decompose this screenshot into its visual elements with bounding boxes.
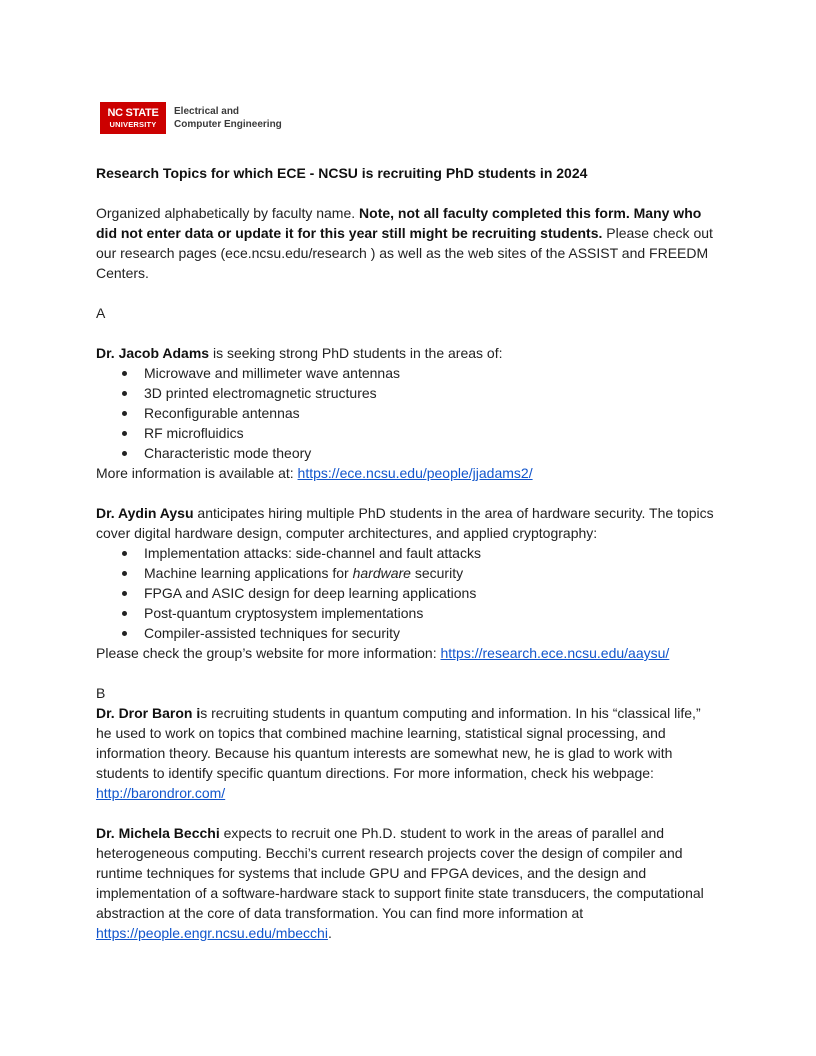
aysu-name: Dr. Aydin Aysu xyxy=(96,505,194,521)
aysu-more-info xyxy=(96,643,720,663)
baron-text: s recruiting students in quantum computing and information. In his “classical life,” he used to work on topics that combined machine learning, statistical signal processing, and information theory. Because his quantum interests are somewhat new, he is glad to work with students to identify specific quantum directions. For more information, check his webpage: xyxy=(96,705,701,781)
document-body xyxy=(96,163,720,943)
list-item xyxy=(144,563,720,583)
adams-paragraph xyxy=(96,343,720,363)
list-item: Reconfigurable antennas xyxy=(144,403,720,423)
list-item: Characteristic mode theory xyxy=(144,443,720,463)
list-item: Compiler-assisted techniques for security xyxy=(144,623,720,643)
becchi-paragraph xyxy=(96,823,720,943)
aysu-item2-pre: Machine learning applications for xyxy=(144,565,353,581)
department-line2: Computer Engineering xyxy=(174,119,282,130)
list-item: RF microfluidics xyxy=(144,423,720,443)
list-item: Implementation attacks: side-channel and fault attacks xyxy=(144,543,720,563)
intro-paragraph xyxy=(96,203,720,283)
baron-link[interactable]: http://barondror.com/ xyxy=(96,785,226,801)
adams-link[interactable]: https://ece.ncsu.edu/people/jjadams2/ xyxy=(297,465,533,481)
logo-line2: UNIVERSITY xyxy=(109,119,157,129)
intro-text-1: Organized alphabetically by faculty name. xyxy=(96,205,360,221)
aysu-more-prefix: Please check the group’s website for more information: xyxy=(96,645,441,661)
baron-name: Dr. Dror Baron i xyxy=(96,705,201,721)
becchi-name: Dr. Michela Becchi xyxy=(96,825,220,841)
adams-text: is seeking strong PhD students in the areas of: xyxy=(209,345,503,361)
aysu-paragraph xyxy=(96,503,720,543)
department-line1: Electrical and xyxy=(174,106,240,117)
list-item: 3D printed electromagnetic structures xyxy=(144,383,720,403)
list-item: Microwave and millimeter wave antennas xyxy=(144,363,720,383)
ncsu-ece-logo xyxy=(100,102,282,134)
ncsu-logo-mark xyxy=(100,102,166,134)
logo-line1: NC STATE xyxy=(107,106,159,119)
aysu-topic-list xyxy=(96,543,720,643)
section-heading-a: A xyxy=(96,305,106,321)
baron-paragraph xyxy=(96,703,720,803)
document-title: Research Topics for which ECE - NCSU is recruiting PhD students in 2024 xyxy=(96,165,588,181)
adams-more-prefix: More information is available at: xyxy=(96,465,298,481)
intro-note: Note, not all faculty completed this form. Many who did not enter data or update it for this year still might be recruiting students. xyxy=(96,205,702,241)
aysu-item2-em: hardware xyxy=(352,565,411,581)
adams-topic-list xyxy=(96,363,720,463)
becchi-text: expects to recruit one Ph.D. student to work in the areas of parallel and heterogeneous computing. Becchi’s current research projects cover the design of compiler and runtime techniques for systems that include GPU and FPGA devices, and the design and implementation of a software-hardware stack to support finite state transducers, the computational abstraction at the core of data transformation. You can find more information at xyxy=(96,825,704,921)
department-name xyxy=(174,105,282,131)
becchi-end: . xyxy=(327,925,332,941)
section-heading-b: B xyxy=(96,685,106,701)
aysu-text: anticipates hiring multiple PhD students in the area of hardware security. The topics cover digital hardware design, computer architectures, and applied cryptography: xyxy=(96,505,714,541)
list-item: FPGA and ASIC design for deep learning applications xyxy=(144,583,720,603)
list-item: Post-quantum cryptosystem implementations xyxy=(144,603,720,623)
aysu-item2-post: security xyxy=(410,565,464,581)
aysu-link[interactable]: https://research.ece.ncsu.edu/aaysu/ xyxy=(440,645,670,661)
becchi-link[interactable]: https://people.engr.ncsu.edu/mbecchi xyxy=(96,925,328,941)
adams-name: Dr. Jacob Adams xyxy=(96,345,210,361)
intro-text-2: Please check out our research pages (ece.ncsu.edu/research ) as well as the web sites of the ASSIST and FREEDM Centers. xyxy=(96,225,713,281)
adams-more-info xyxy=(96,463,720,483)
